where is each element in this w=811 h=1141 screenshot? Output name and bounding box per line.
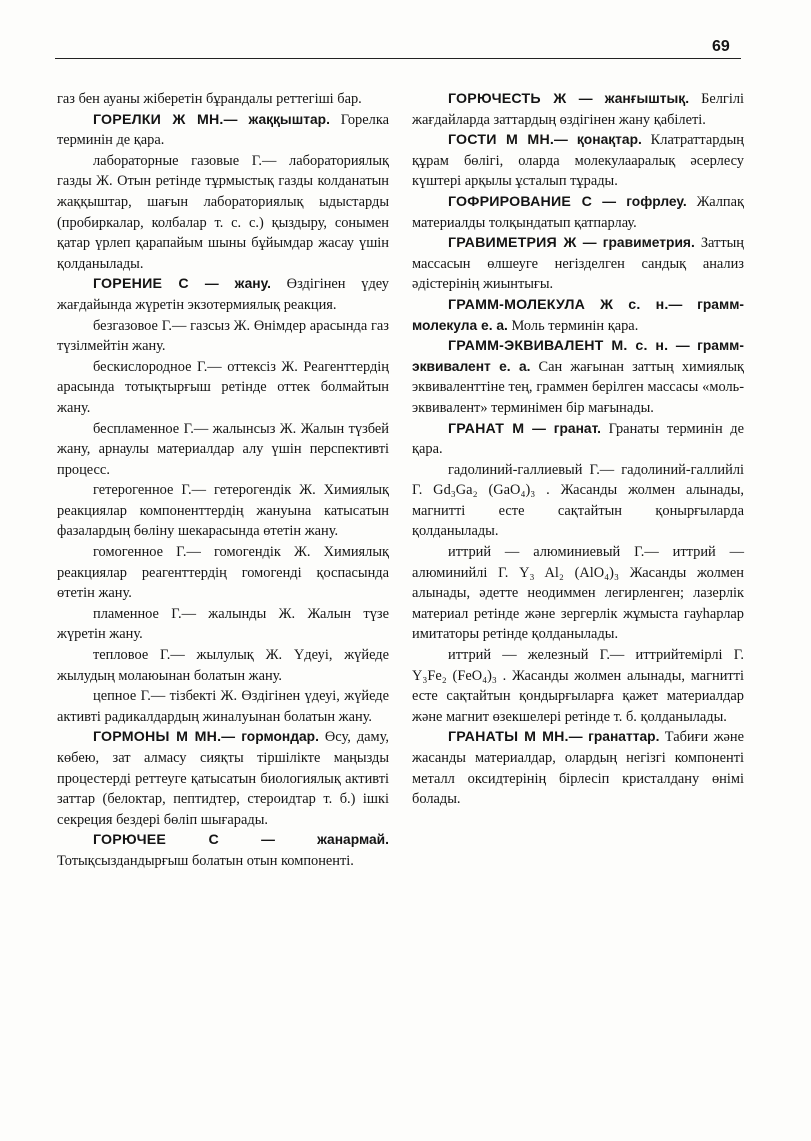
entry-translation: — гранат. xyxy=(524,420,601,436)
dictionary-entry xyxy=(57,542,389,604)
entry-text: Сан жағынан заттың химиялық эквиваленттіне тең, граммен берілген массасы «моль-эквивалент» терминімен бір мағынады. xyxy=(412,358,744,416)
entry-headword: ГОРМОНЫ М МН. xyxy=(93,729,222,746)
entry-translation: — грамм-эквивалент е. а. xyxy=(412,338,744,374)
dictionary-entry xyxy=(412,460,744,542)
entry-text: Тотықсыздандырғыш болатын отын компоненті. xyxy=(57,852,354,869)
entry-translation: — жанармай. xyxy=(219,832,389,848)
entry-headword: ГОРЮЧЕСТЬ Ж xyxy=(448,91,567,107)
entry-text: тепловое Г.— жылулық Ж. Үдеуі, жүйеде жылудың молаюынан болатын жану. xyxy=(57,647,389,684)
entry-translation: — жаққыштар. xyxy=(223,111,330,127)
entry-text: Гранаты терминін де қара. xyxy=(412,420,744,458)
entry-text: Горелка терминін де қара. xyxy=(57,111,389,149)
dictionary-entry xyxy=(57,830,389,871)
entry-headword: ГРАВИМЕТРИЯ Ж xyxy=(448,235,577,252)
entry-text: Табиғи және жасанды материалдар, олардың негізгі компоненті металл оксидтерінің бірлесіп кристалдану өнімі болады. xyxy=(412,729,745,808)
entry-text: газ бен ауаны жіберетін бұрандалы реттегіші бар. xyxy=(57,91,362,107)
entry-text: иттрий — алюминиевый Г.— иттрий — алюминийлі Г. Y₃ Al₂ (AlO₄)₃ Жасанды жолмен алынады, әдетте неодиммен легирленген; лазерлік материал ретінде және зергерлік жұмыста гауһарлар имитаторы ретінде қолданылады. xyxy=(412,544,744,643)
entry-headword: ГРАММ-ЭКВИВАЛЕНТ М. с. н. xyxy=(448,338,669,355)
entry-headword: ГОСТИ М МН. xyxy=(448,132,555,149)
left-column xyxy=(57,89,389,872)
dictionary-entry xyxy=(412,645,744,727)
dictionary-entry xyxy=(57,480,389,542)
entry-translation: — қонақтар. xyxy=(554,132,642,148)
entry-translation: — гранаттар. xyxy=(568,729,660,745)
entry-text: безгазовое Г.— газсыз Ж. Өнімдер арасында газ түзілмейтін жану. xyxy=(57,317,389,355)
entry-text: лабораторные газовые Г.— лабораториялық газды Ж. Отын ретінде тұрмыстық газды колданатын жаққыштар, шағын лабораториялық ыдыстарды (пробиркалар, колбалар т. с. с.) қыздыру, сонымен қатар үрлеп қарапайым шыны бұйымдар жасау үшін қолданылады. xyxy=(57,152,389,272)
dictionary-entry xyxy=(57,686,389,727)
entry-text: беспламенное Г.— жалынсыз Ж. Жалын түзбей жану, арнаулы материалдар алу үшін перспективті процесс. xyxy=(57,420,389,478)
entry-text: Өздігінен үдеу жағдайында жүретін экзотермиялық реакция. xyxy=(57,276,390,313)
dictionary-entry xyxy=(412,192,744,233)
right-column xyxy=(412,89,744,810)
entry-headword: ГРАНАТ М xyxy=(448,420,525,437)
dictionary-entry xyxy=(57,357,389,419)
dictionary-entry xyxy=(412,336,744,418)
entry-text: Жалпақ материалды толқындатып қатпарлау. xyxy=(412,193,744,231)
entry-translation: — гормондар. xyxy=(221,729,319,745)
dictionary-entry xyxy=(57,419,389,481)
dictionary-entry xyxy=(412,727,744,809)
entry-translation: — грамм-молекула е. а. xyxy=(412,296,744,333)
entry-translation: — жанғыштық. xyxy=(566,91,690,106)
dictionary-entry xyxy=(412,295,744,336)
dictionary-entry xyxy=(57,727,389,830)
dictionary-entry xyxy=(57,110,389,151)
entry-translation: — жану. xyxy=(188,276,271,292)
entry-text: иттрий — железный Г.— иттрийтемірлі Г. Y₃Fe₂ (FeO₄)₃ . Жасанды жолмен алынады, магнитті есте сақтайтын қондырғыларға қажет материалдар және магнит өзекшелері ретінде т. б. қолданылады. xyxy=(412,647,744,725)
dictionary-entry xyxy=(57,316,389,357)
entry-headword: ГОРЮЧЕЕ С xyxy=(93,832,219,849)
dictionary-entry xyxy=(412,233,744,295)
entry-translation: — гравиметрия. xyxy=(576,235,695,251)
dictionary-entry xyxy=(57,604,389,645)
entry-headword: ГОРЕЛКИ Ж МН. xyxy=(93,111,224,128)
dictionary-entry xyxy=(57,645,389,686)
entry-text: Моль терминін қара. xyxy=(507,317,639,334)
entry-text: Клатраттардың құрам бөлігі, оларда молекулааралық әсерлесу күштері арқылы ұсталып тұрады. xyxy=(412,132,744,190)
entry-text: гомогенное Г.— гомогендік Ж. Химиялық реакциялар реагенттердің гомогенді қоспасында өтетін жану. xyxy=(57,544,389,602)
entry-text: гетерогенное Г.— гетерогендік Ж. Химиялық реакциялар компоненттердің жануына катысатын фазалардың бөліну шекарасында өтетін жану. xyxy=(57,482,389,540)
entry-text: Өсу, даму, көбею, зат алмасу сияқты тіршілікте маңызды процестерді реттеуге қатысатын биологиялық активті заттар (белоктар, пептидтер, стероидтар т. б.) ішкі секреция бездері бөліп шығарады. xyxy=(57,729,389,828)
dictionary-entry xyxy=(412,130,744,192)
dictionary-entry xyxy=(412,542,744,645)
page-number: 69 xyxy=(712,38,730,55)
dictionary-entry xyxy=(57,274,389,315)
entry-text: пламенное Г.— жалынды Ж. Жалын түзе жүретін жану. xyxy=(57,605,389,643)
entry-text: гадолиний-галлиевый Г.— гадолиний-галлийлі Г. Gd₃Ga₂ (GaO₄)₃ . Жасанды жолмен алынады, магнитті есте сақтайтын қонырғыларда қолданылады. xyxy=(412,461,744,540)
dictionary-entry xyxy=(57,89,389,110)
dictionary-entry xyxy=(412,89,744,130)
entry-text: Заттың массасын өлшеуге негізделген сандық анализ әдістерінің жиынтығы. xyxy=(412,235,744,293)
entry-text: цепное Г.— тізбекті Ж. Өздігінен үдеуі, жүйеде активті радикалдардың жиналуынан болатын жану. xyxy=(57,688,389,725)
entry-headword: ГРАНАТЫ М МН. xyxy=(448,729,569,746)
entry-headword: ГОРЕНИЕ С xyxy=(93,276,189,293)
entry-headword: ГРАММ-МОЛЕКУЛА Ж с. н. xyxy=(448,296,669,313)
header-rule xyxy=(55,58,741,59)
dictionary-entry xyxy=(57,151,389,275)
dictionary-entry xyxy=(412,419,744,460)
entry-text: Белгілі жағдайларда заттардың өздігінен жану қабілеті. xyxy=(412,91,745,128)
entry-translation: — гофрлеу. xyxy=(592,193,687,209)
entry-text: бескислородное Г.— оттексіз Ж. Реагенттердің арасында тотықтырғыш ретінде оттек болмайтын жану. xyxy=(57,358,389,416)
entry-headword: ГОФРИРОВАНИЕ С xyxy=(448,193,593,210)
